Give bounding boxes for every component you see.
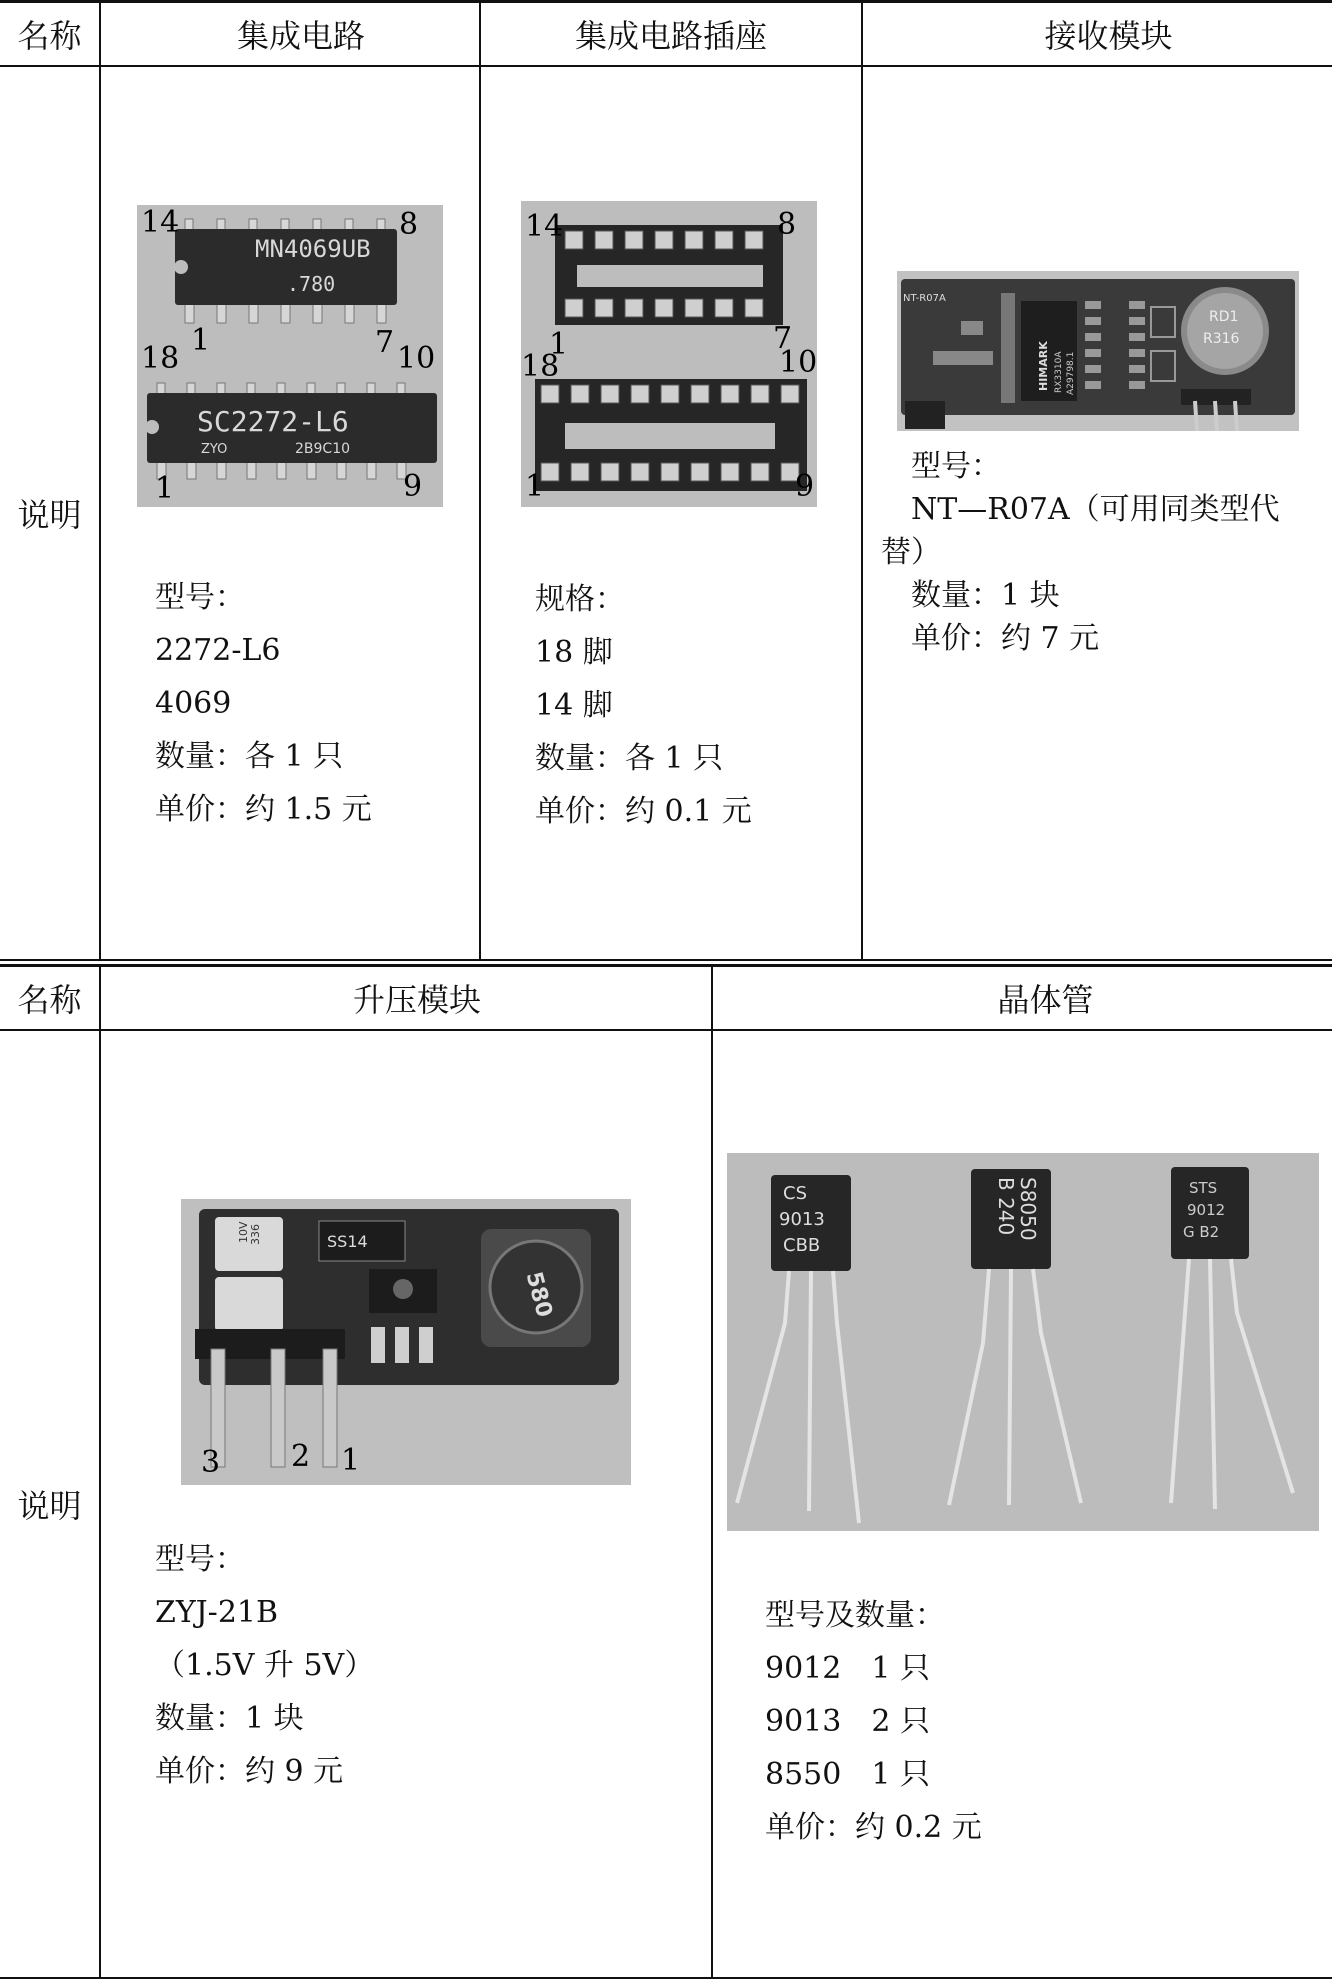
socket-photo xyxy=(521,201,817,507)
boost-inductor-text: 580 xyxy=(520,1269,557,1320)
socket-pin-7: 7 xyxy=(773,321,793,356)
socket-info-line-3: 14 脚 xyxy=(535,688,613,723)
transistor2-line2: B 240 xyxy=(994,1177,1018,1236)
boost-info xyxy=(155,1533,374,1798)
socket-pin-18: 18 xyxy=(521,349,560,384)
receiver-info-line-3: 替） xyxy=(881,535,941,570)
ic-info-line-1: 型号： xyxy=(155,580,245,615)
ic-pin-1a: 1 xyxy=(191,323,211,358)
transistor1-line3: CBB xyxy=(783,1235,821,1256)
receiver-info-line-1: 型号： xyxy=(911,449,1001,484)
boost-module-image xyxy=(181,1199,631,1485)
receiver-module-image xyxy=(897,271,1299,431)
ic-info-line-4: 数量：各 1 只 xyxy=(155,739,344,774)
ic-bottom-chip-logo: ZYO xyxy=(201,442,228,457)
socket-info-line-5: 单价：约 0.1 元 xyxy=(535,794,752,829)
ic-pin-18: 18 xyxy=(141,341,180,376)
ic-photo xyxy=(137,205,443,507)
transistor3-line2: 9012 xyxy=(1187,1201,1226,1219)
components-table-2 xyxy=(0,964,1332,1979)
table2-body-row xyxy=(0,1030,1332,1978)
receiver-info-line-2: NT—R07A（可用同类型代 xyxy=(911,492,1280,527)
ic-cell xyxy=(100,66,480,960)
ic-pin-8: 8 xyxy=(399,207,419,242)
transistor-info-line-5: 单价：约 0.2 元 xyxy=(765,1810,982,1845)
ic-pin-7: 7 xyxy=(375,325,395,360)
boost-pin-3: 3 xyxy=(201,1445,221,1480)
transistor1-line1: CS xyxy=(783,1183,807,1204)
boost-info-line-5: 单价：约 9 元 xyxy=(155,1754,344,1789)
ic-info xyxy=(155,571,372,836)
boost-photo xyxy=(181,1199,631,1485)
socket-pin-1b: 1 xyxy=(525,469,545,504)
socket-pin-9: 9 xyxy=(795,469,815,504)
ic-info-line-3: 4069 xyxy=(155,686,232,721)
boost-info-line-2: ZYJ-21B xyxy=(155,1595,279,1630)
transistor1-line2: 9013 xyxy=(779,1209,825,1230)
boost-cap-text1: 10V xyxy=(237,1221,250,1243)
ic-top-chip-sub: .780 xyxy=(287,272,336,296)
ic-pin-9: 9 xyxy=(403,469,423,504)
boost-pin-1: 1 xyxy=(341,1443,361,1478)
socket-cell xyxy=(480,66,862,960)
receiver-can-text1: RD1 xyxy=(1209,309,1239,325)
transistor3-line3: G B2 xyxy=(1183,1223,1220,1241)
table1-body-row xyxy=(0,66,1332,960)
receiver-chip-text: HIMARK xyxy=(1037,341,1050,391)
socket-pin-10: 10 xyxy=(779,345,817,380)
ic-top-chip-text: MN4069UB xyxy=(255,235,371,263)
boost-info-line-4: 数量：1 块 xyxy=(155,1701,304,1736)
socket-info-line-1: 规格： xyxy=(535,582,625,617)
transistor-info xyxy=(765,1589,982,1854)
transistor-info-line-2: 9012 1 只 xyxy=(765,1651,930,1686)
socket-info-line-4: 数量：各 1 只 xyxy=(535,741,724,776)
receiver-can-text2: R316 xyxy=(1203,331,1240,347)
receiver-photo xyxy=(897,271,1299,431)
table1-col-receiver: 接收模块 xyxy=(862,2,1332,67)
ic-pin-10: 10 xyxy=(397,341,436,376)
transistor-cell xyxy=(712,1030,1332,1978)
table1-name-label: 名称 xyxy=(0,2,100,67)
receiver-info-line-4: 数量：1 块 xyxy=(911,578,1060,613)
transistor-info-line-1: 型号及数量： xyxy=(765,1598,945,1633)
boost-info-line-1: 型号： xyxy=(155,1542,245,1577)
table2-row-label: 说明 xyxy=(0,1030,100,1978)
socket-pin-8: 8 xyxy=(777,207,797,242)
table1-header-row xyxy=(0,2,1332,67)
boost-cell xyxy=(100,1030,712,1978)
receiver-cell xyxy=(862,66,1332,960)
transistor3-line1: STS xyxy=(1189,1179,1218,1197)
socket-info-line-2: 18 脚 xyxy=(535,635,613,670)
ic-info-line-5: 单价：约 1.5 元 xyxy=(155,792,372,827)
ic-bottom-chip-text: SC2272-L6 xyxy=(197,405,349,438)
receiver-board-label: NT-R07A xyxy=(903,293,946,304)
table1-col-ic: 集成电路 xyxy=(100,2,480,67)
ic-info-line-2: 2272-L6 xyxy=(155,633,281,668)
transistor-info-line-3: 9013 2 只 xyxy=(765,1704,930,1739)
boost-info-line-3: （1.5V 升 5V） xyxy=(155,1648,375,1683)
ic-pin-14: 14 xyxy=(141,205,180,240)
transistor-info-line-4: 8550 1 只 xyxy=(765,1757,930,1792)
table1-row-label: 说明 xyxy=(0,66,100,960)
receiver-info xyxy=(881,445,1280,660)
ic-pin-1b: 1 xyxy=(155,471,175,506)
receiver-info-line-5: 单价：约 7 元 xyxy=(911,621,1100,656)
table2-col-transistor: 晶体管 xyxy=(712,966,1332,1031)
receiver-chip-sub2: A29798.1 xyxy=(1066,351,1076,395)
socket-pin-1a: 1 xyxy=(549,327,569,362)
components-table-1 xyxy=(0,0,1332,961)
table2-col-boost: 升压模块 xyxy=(100,966,712,1031)
boost-chip-text: SS14 xyxy=(327,1232,368,1251)
transistor2-line1: S8050 xyxy=(1016,1177,1040,1241)
table1-col-socket: 集成电路插座 xyxy=(480,2,862,67)
table2-name-label: 名称 xyxy=(0,966,100,1031)
socket-info xyxy=(535,573,752,838)
receiver-chip-sub1: RX3310A xyxy=(1054,351,1064,393)
ic-bottom-chip-sub: 2B9C10 xyxy=(295,441,351,457)
table2-header-row xyxy=(0,966,1332,1031)
boost-pin-2: 2 xyxy=(291,1439,311,1474)
boost-cap-text2: 336 xyxy=(249,1224,262,1245)
transistors-image xyxy=(727,1153,1319,1531)
socket-pin-14: 14 xyxy=(525,209,564,244)
transistor-photo xyxy=(727,1153,1319,1531)
